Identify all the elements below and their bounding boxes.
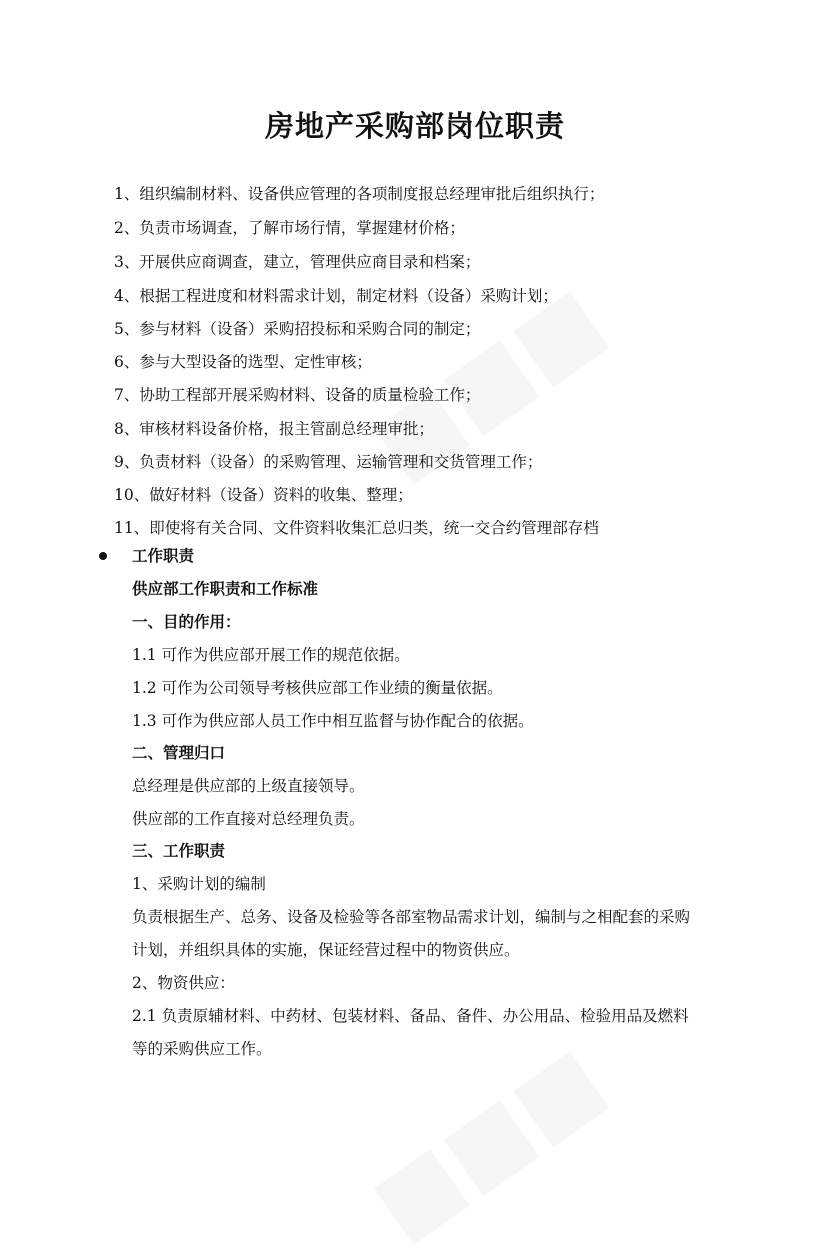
- section-heading: 一、目的作用：: [132, 612, 241, 631]
- list-item: 5、参与材料（设备）采购招投标和采购合同的制定；: [114, 320, 481, 338]
- list-item: 9、负责材料（设备）的采购管理、运输管理和交货管理工作；: [114, 453, 543, 471]
- paragraph-line: 供应部的工作直接对总经理负责。: [132, 810, 365, 828]
- paragraph-line: 等的采购供应工作。: [132, 1040, 272, 1058]
- watermark: [353, 1026, 622, 1258]
- list-item: 1.2 可作为公司领导考核供应部工作业绩的衡量依据。: [132, 679, 503, 697]
- list-item: 4、根据工程进度和材料需求计划，制定材料（设备）采购计划；: [114, 287, 558, 305]
- list-item: 1.1 可作为供应部开展工作的规范依据。: [132, 646, 410, 664]
- page-title: 房地产采购部岗位职责: [264, 109, 565, 143]
- subsection-heading: 2、物资供应：: [132, 974, 235, 992]
- bullet-icon: [99, 552, 107, 560]
- list-item: 11、即使将有关合同、文件资料收集汇总归类，统一交合约管理部存档: [114, 519, 599, 537]
- list-item: 7、协助工程部开展采购材料、设备的质量检验工作；: [114, 386, 481, 404]
- paragraph-line: 总经理是供应部的上级直接领导。: [132, 777, 365, 795]
- list-item: 1、组织编制材料、设备供应管理的各项制度报总经理审批后组织执行；: [114, 185, 605, 203]
- section-heading: 二、管理归口: [132, 743, 226, 762]
- list-item: 1.3 可作为供应部人员工作中相互监督与协作配合的依据。: [132, 712, 534, 730]
- paragraph-line: 负责根据生产、总务、设备及检验等各部室物品需求计划，编制与之相配套的采购: [132, 908, 691, 926]
- list-item: 10、做好材料（设备）资料的收集、整理；: [114, 486, 413, 504]
- list-item: 8、审核材料设备价格，报主管副总经理审批；: [114, 420, 434, 438]
- list-item: 6、参与大型设备的选型、定性审核；: [114, 353, 372, 371]
- paragraph-line: 计划，并组织具体的实施，保证经营过程中的物资供应。: [132, 941, 520, 959]
- subsection-heading: 1、采购计划的编制: [132, 875, 266, 893]
- list-item: 2、负责市场调查，了解市场行情，掌握建材价格；: [114, 219, 465, 237]
- section-heading: 工作职责: [132, 546, 195, 565]
- paragraph-line: 2.1 负责原辅材料、中药材、包装材料、备品、备件、办公用品、检验用品及燃料: [132, 1007, 689, 1025]
- section-heading: 三、工作职责: [132, 841, 226, 860]
- list-item: 3、开展供应商调查，建立，管理供应商目录和档案；: [114, 253, 481, 271]
- subtitle: 供应部工作职责和工作标准: [132, 579, 319, 598]
